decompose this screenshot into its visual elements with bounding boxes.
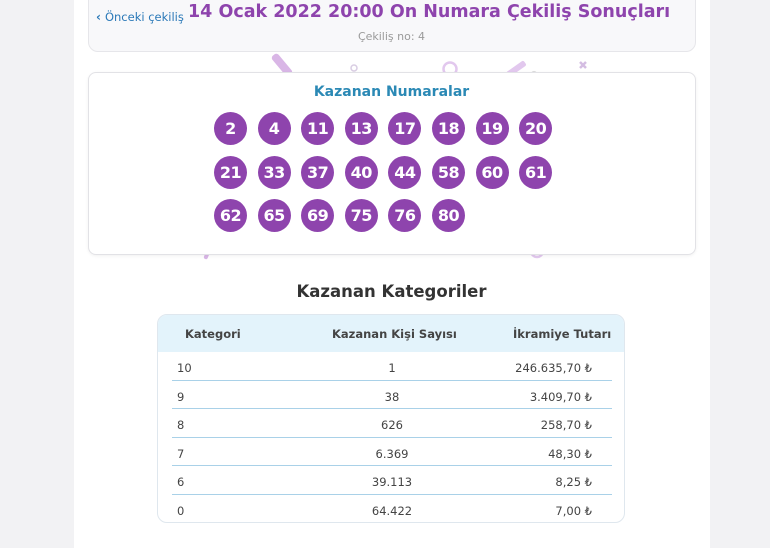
number-ball: 18 [432,112,465,145]
number-ball: 76 [388,199,421,232]
cell-prize-amount: 8,25 ₺ [555,475,592,490]
cell-winner-count: 64.422 [371,504,413,518]
cell-winner-count: 39.113 [371,475,413,490]
number-ball: 65 [258,199,291,232]
cell-category: 6 [177,475,185,490]
previous-draw-label: Önceki çekiliş [104,10,184,24]
number-ball: 44 [388,156,421,189]
cell-prize-amount: 48,30 ₺ [548,446,592,461]
number-ball: 19 [476,112,509,145]
cell-winner-count: 6.369 [375,446,409,461]
winning-numbers-title: Kazanan Numaralar [313,84,470,100]
table-row [172,381,612,410]
cell-prize-amount: 3.409,70 ₺ [529,389,592,404]
number-ball: 17 [388,112,421,145]
number-ball: 2 [214,112,247,145]
number-ball: 80 [432,199,465,232]
header-prize-amount: İkramiye Tutarı [513,327,612,341]
number-ball: 11 [301,112,334,145]
number-ball: 37 [301,156,334,189]
number-ball: 60 [476,156,509,189]
cell-winner-count: 1 [388,361,396,375]
winning-categories-table [157,314,625,523]
table-row [172,438,612,467]
cell-prize-amount: 258,70 ₺ [540,418,592,433]
number-ball: 20 [519,112,552,145]
number-ball: 13 [345,112,378,145]
table-row [172,495,612,523]
header-winner-count: Kazanan Kişi Sayısı [332,327,457,341]
cell-category: 7 [177,446,185,461]
number-ball: 75 [345,199,378,232]
table-row [172,409,612,438]
cell-category: 8 [177,418,185,433]
winning-categories-title: Kazanan Kategoriler [296,282,487,301]
number-ball: 33 [258,156,291,189]
number-ball: 4 [258,112,291,145]
chevron-left-icon: ‹ [96,10,101,24]
number-ball: 61 [519,156,552,189]
cell-prize-amount: 246.635,70 ₺ [515,361,592,375]
number-balls-grid [214,112,574,232]
number-ball: 40 [345,156,378,189]
page-title: 14 Ocak 2022 20:00 On Numara Çekiliş Sonuçları [188,2,671,22]
header-category: Kategori [185,327,241,341]
cell-category: 9 [177,389,185,404]
cell-category: 0 [177,504,185,518]
number-ball: 58 [432,156,465,189]
table-row [172,466,612,495]
number-ball: 62 [214,199,247,232]
number-ball: 69 [301,199,334,232]
draw-number: Çekiliş no: 4 [357,30,426,43]
cell-winner-count: 38 [384,389,400,404]
cell-category: 10 [177,361,192,375]
table-row [172,352,612,381]
previous-draw-link[interactable] [96,10,184,24]
table-header [158,315,624,352]
cell-prize-amount: 7,00 ₺ [555,504,592,518]
cell-winner-count: 626 [381,418,403,433]
number-ball: 21 [214,156,247,189]
